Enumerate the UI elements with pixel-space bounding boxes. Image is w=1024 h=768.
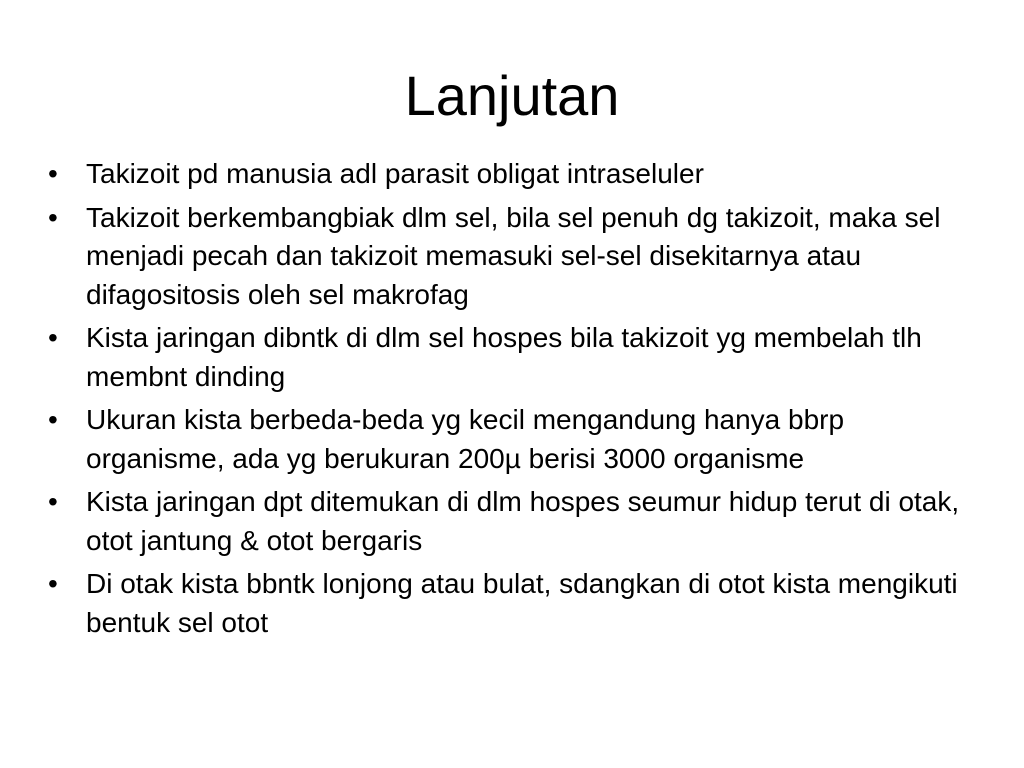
bullet-point-icon: • [48, 201, 58, 233]
bullet-item [48, 199, 978, 315]
bullet-list [48, 155, 978, 647]
bullet-item [48, 401, 978, 478]
bullet-item [48, 483, 978, 560]
bullet-item [48, 155, 978, 194]
bullet-text: Kista jaringan dibntk di dlm sel hospes bila takizoit yg membelah tlh membnt dinding [86, 322, 922, 392]
bullet-point-icon: • [48, 486, 58, 517]
bullet-point-icon: • [48, 158, 58, 189]
bullet-text: Ukuran kista berbeda-beda yg kecil mengandung hanya bbrp organisme, ada yg berukuran 200µ berisi 3000 organisme [86, 404, 845, 474]
bullet-text: Kista jaringan dpt ditemukan di dlm hospes seumur hidup terut di otak, otot jantung & otot bergaris [86, 486, 960, 556]
bullet-point-icon: • [48, 568, 58, 599]
bullet-item [48, 319, 978, 396]
bullet-point-icon: • [48, 404, 58, 435]
bullet-text: Takizoit pd manusia adl parasit obligat intraseluler [86, 158, 704, 189]
bullet-point-icon: • [48, 322, 58, 353]
bullet-text: Takizoit berkembangbiak dlm sel, bila sel penuh dg takizoit, maka sel menjadi pecah dan takizoit memasuki sel-sel disekitarnya atau difagositosis oleh sel makrofag [86, 201, 941, 310]
bullet-item [48, 565, 978, 642]
slide-title: Lanjutan [404, 64, 620, 127]
bullet-text: Di otak kista bbntk lonjong atau bulat, sdangkan di otot kista mengikuti bentuk sel otot [86, 568, 958, 638]
